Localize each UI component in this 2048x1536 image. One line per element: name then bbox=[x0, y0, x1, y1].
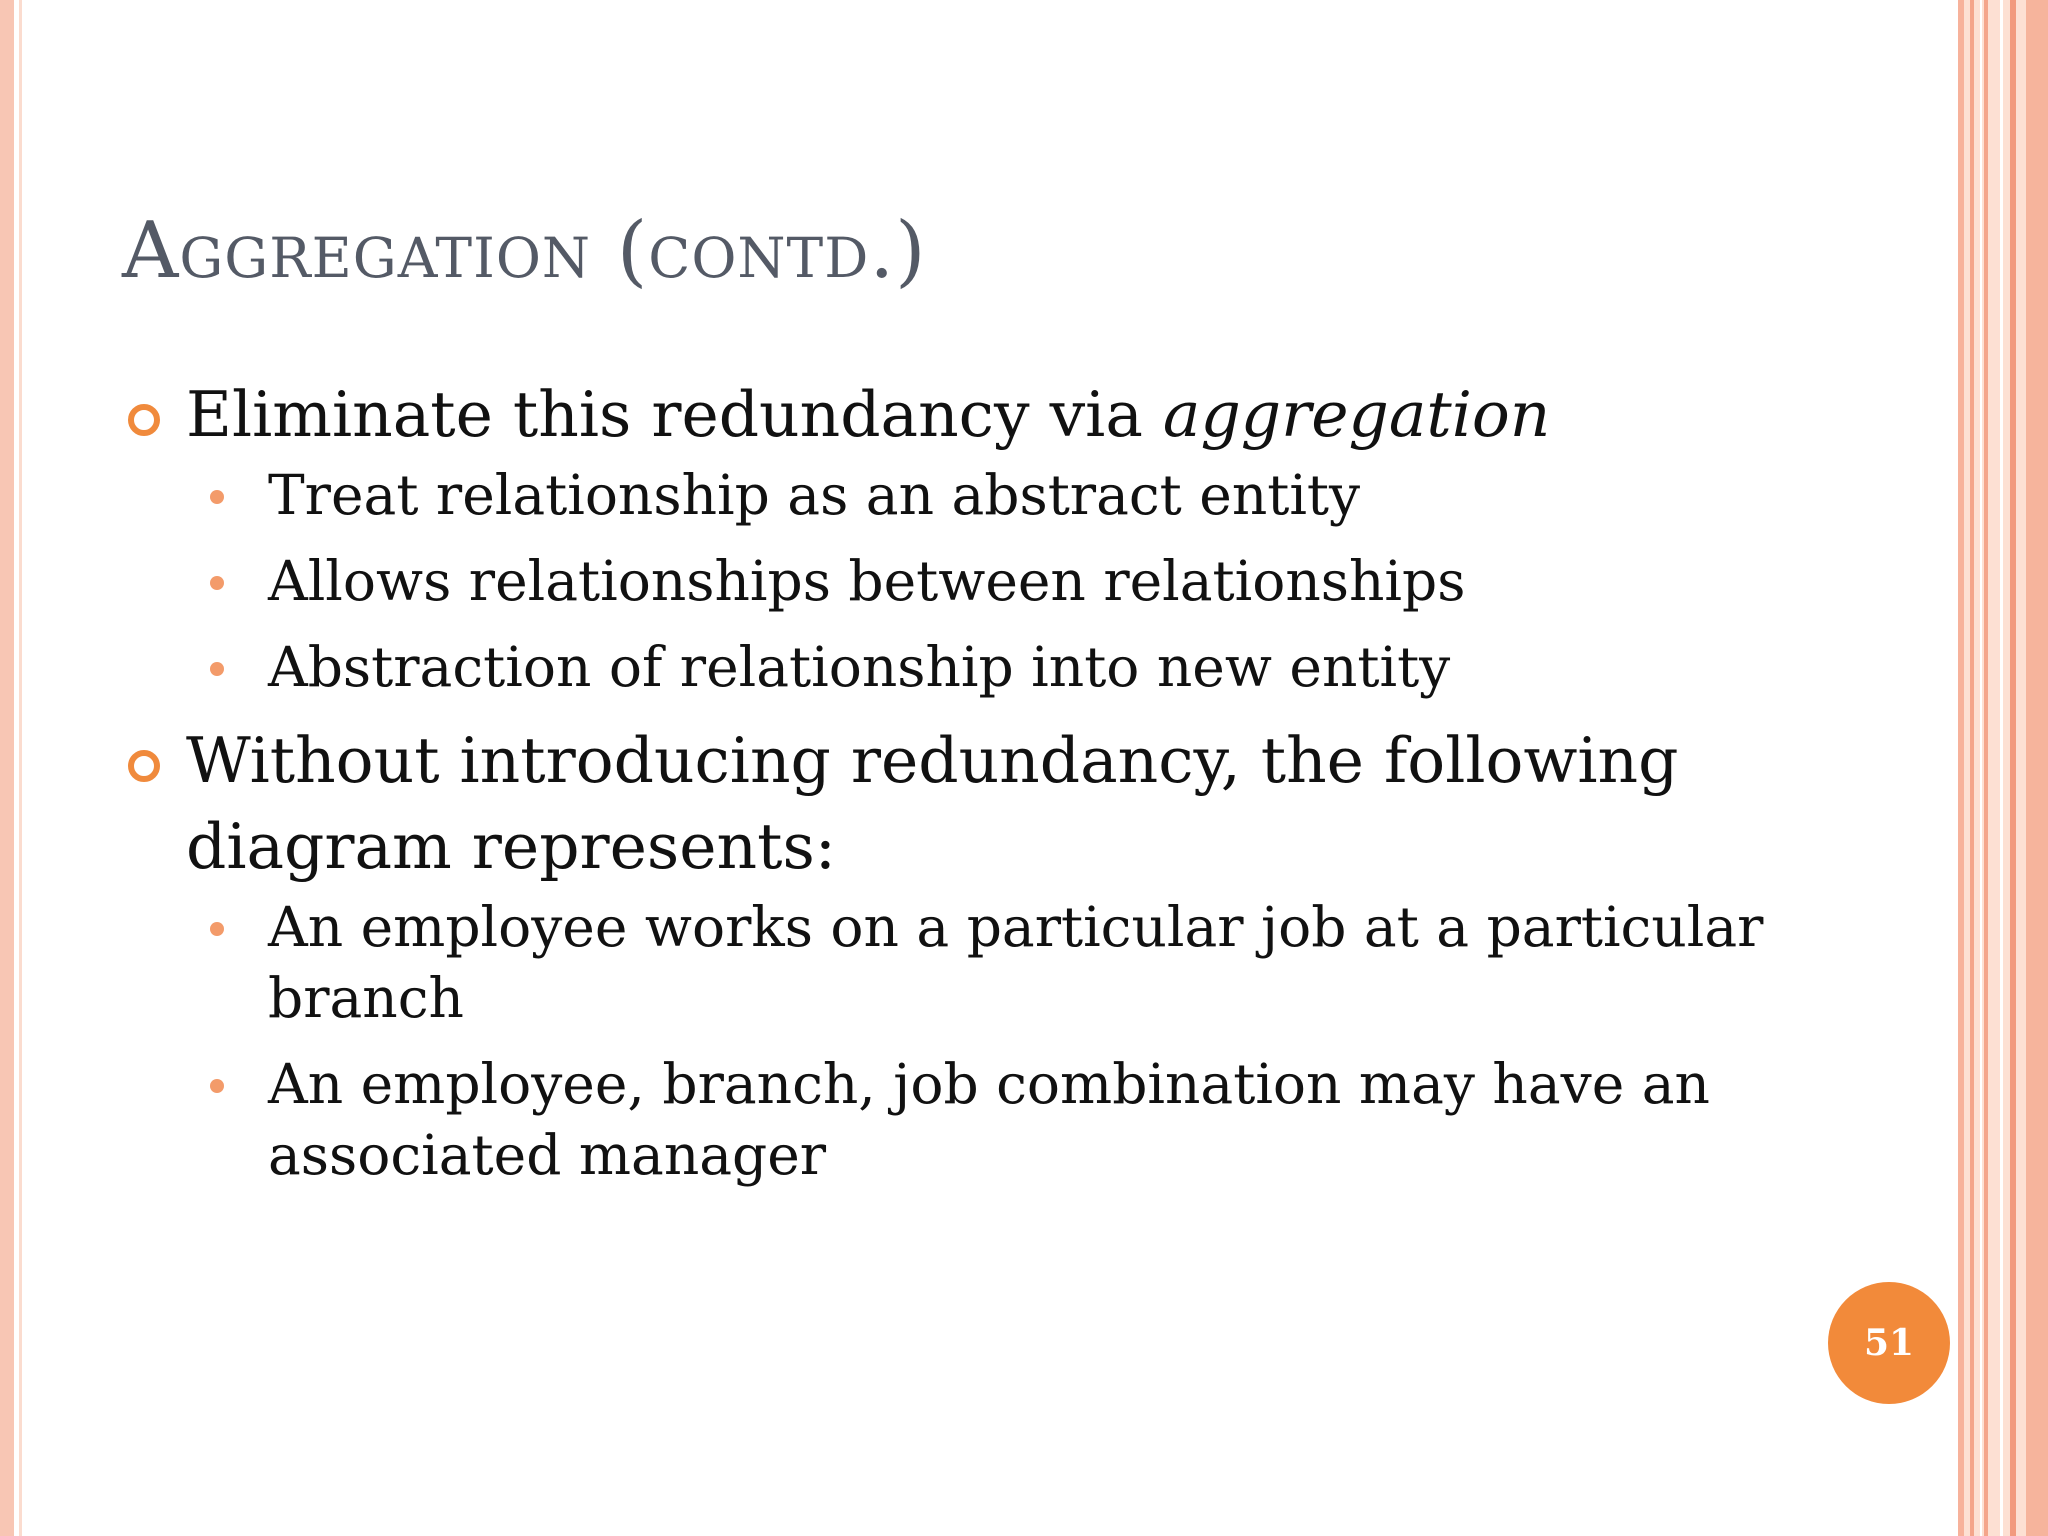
page-number-badge: 51 bbox=[1828, 1282, 1950, 1404]
bullet-level2 bbox=[120, 632, 1820, 703]
sub-bullet-text: Abstraction of relationship into new entity bbox=[268, 635, 1451, 699]
dot-bullet-icon bbox=[210, 490, 224, 504]
right-border-edge bbox=[2026, 0, 2048, 1536]
sub-bullet-list bbox=[120, 892, 1820, 1191]
right-border-line bbox=[2010, 0, 2016, 1536]
bullet-text-emphasis: aggregation bbox=[1162, 378, 1551, 451]
bullet-level2 bbox=[120, 460, 1820, 531]
sub-bullet-list bbox=[120, 460, 1820, 703]
right-border-gap bbox=[2000, 0, 2003, 1536]
ring-bullet-icon bbox=[128, 404, 160, 436]
left-border-stripe bbox=[0, 0, 14, 1536]
bullet-text-line: Without introducing redundancy, the following bbox=[186, 724, 1679, 797]
sub-bullet-text: Allows relationships between relationships bbox=[268, 549, 1466, 613]
ring-bullet-icon bbox=[128, 750, 160, 782]
bullet-level2 bbox=[120, 546, 1820, 617]
sub-bullet-text-line: branch bbox=[268, 966, 464, 1030]
sub-bullet-text-line: associated manager bbox=[268, 1123, 827, 1187]
right-border-line bbox=[1958, 0, 1964, 1536]
bullet-text: Eliminate this redundancy via bbox=[186, 378, 1163, 451]
dot-bullet-icon bbox=[210, 576, 224, 590]
right-border-line bbox=[1984, 0, 1988, 1536]
dot-bullet-icon bbox=[210, 1079, 224, 1093]
sub-bullet-text: Treat relationship as an abstract entity bbox=[268, 463, 1361, 527]
bullet-level2 bbox=[120, 892, 1820, 1034]
left-border-stripe-inner bbox=[19, 0, 22, 1536]
right-border-line bbox=[1970, 0, 1974, 1536]
slide-content bbox=[120, 372, 1820, 1206]
bullet-level1 bbox=[120, 718, 1820, 890]
right-border-gap bbox=[1980, 0, 1982, 1536]
sub-bullet-text-line: An employee, branch, job combination may have an bbox=[268, 1052, 1710, 1116]
dot-bullet-icon bbox=[210, 922, 224, 936]
slide-title: Aggregation (contd.) bbox=[122, 206, 927, 296]
dot-bullet-icon bbox=[210, 662, 224, 676]
sub-bullet-text-line: An employee works on a particular job at a particular bbox=[268, 895, 1764, 959]
bullet-level2 bbox=[120, 1049, 1820, 1191]
bullet-text-line: diagram represents: bbox=[186, 810, 836, 883]
bullet-level1 bbox=[120, 372, 1820, 458]
